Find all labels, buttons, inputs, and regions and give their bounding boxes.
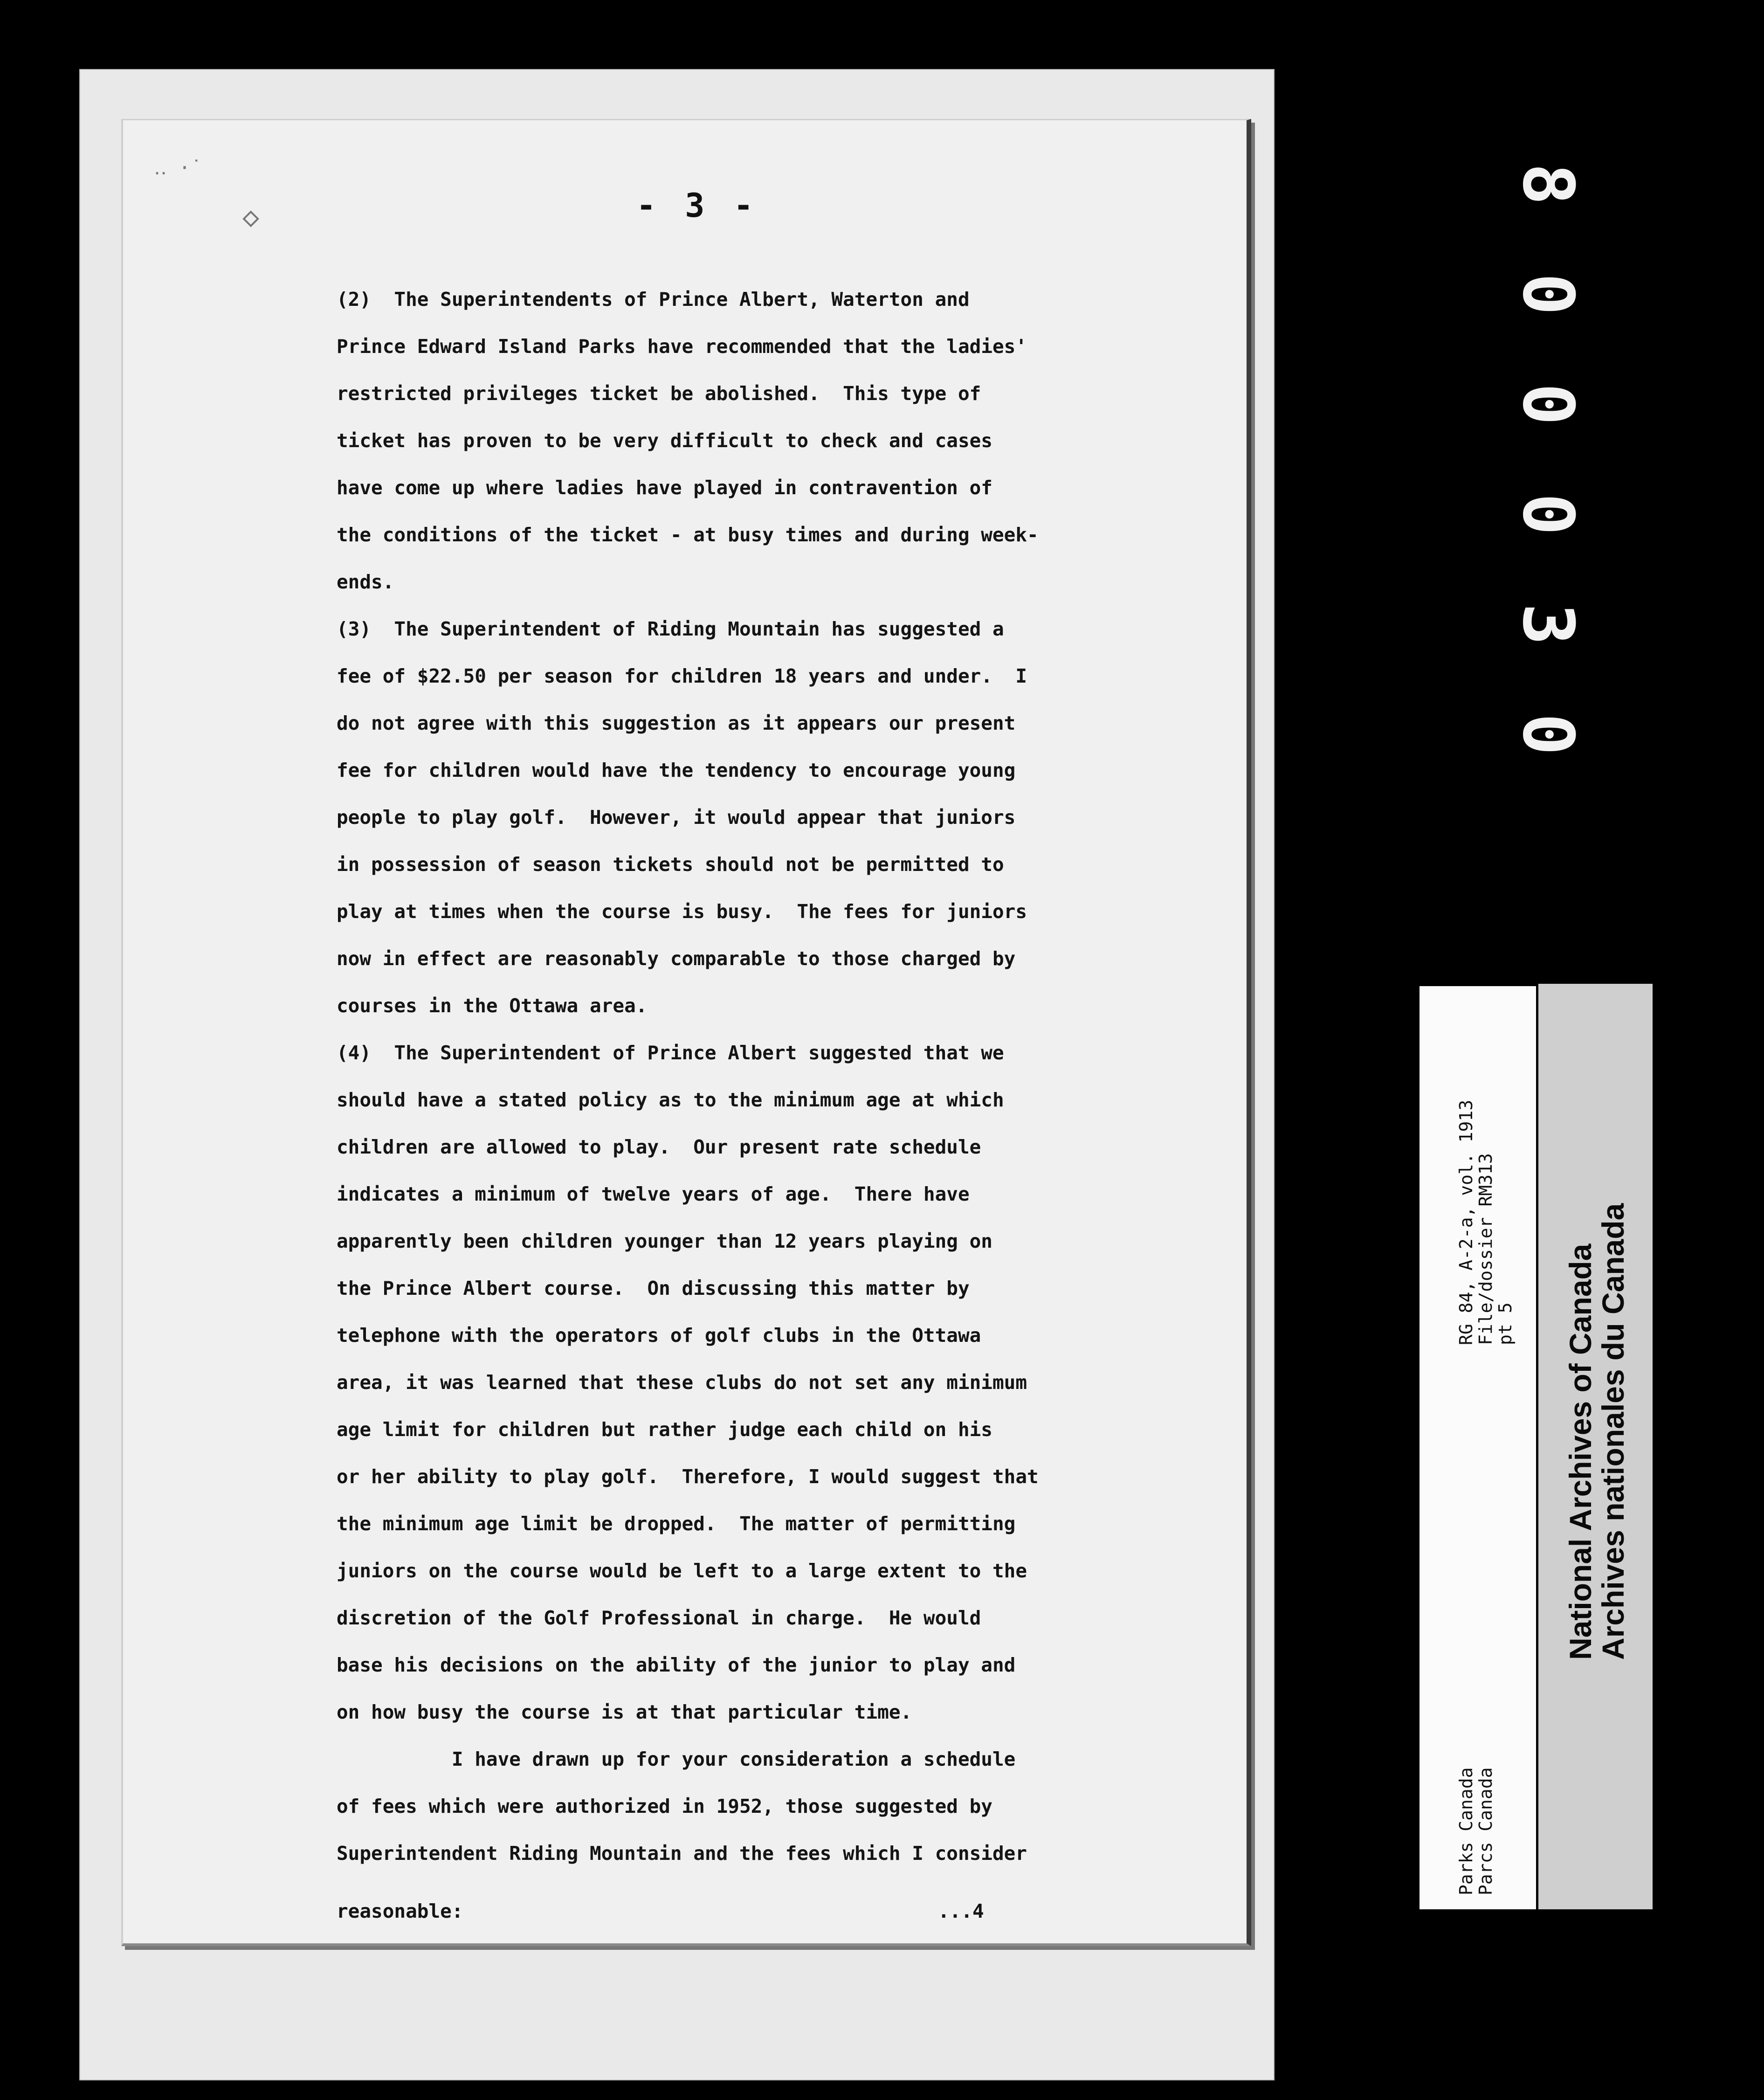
frame-digit: 0	[1507, 273, 1588, 316]
text-line: should have a stated policy as to the minimum age at which	[337, 1089, 1004, 1111]
text-line: (3) The Superintendent of Riding Mountain has suggested a	[337, 618, 1004, 640]
archives-name-en: National Archives of Canada	[1563, 1243, 1598, 1660]
archive-label	[1419, 986, 1536, 1909]
agency-name: Parcs Canada	[1475, 1767, 1496, 1895]
frame-digit: 0	[1507, 383, 1588, 426]
file-reference-line: RG 84, A-2-a, vol. 1913	[1456, 1099, 1476, 1345]
text-line: base his decisions on the ability of the junior to play and	[337, 1654, 1016, 1676]
file-reference-line: pt 5	[1495, 1302, 1516, 1345]
text-line: (4) The Superintendent of Prince Albert suggested that we	[337, 1042, 1004, 1064]
text-line: apparently been children younger than 12 years playing on	[337, 1230, 992, 1252]
text-line: fee for children would have the tendency to encourage young	[337, 759, 1016, 781]
text-line: the Prince Albert course. On discussing this matter by	[337, 1277, 970, 1299]
text-line: courses in the Ottawa area.	[337, 995, 648, 1017]
text-line: children are allowed to play. Our present rate schedule	[337, 1136, 981, 1158]
text-line: fee of $22.50 per season for children 18 years and under. I	[337, 665, 1027, 687]
continuation-mark: ...4	[938, 1900, 984, 1922]
text-line: Prince Edward Island Parks have recommended that the ladies'	[337, 335, 1027, 358]
frame-digit: 8	[1507, 163, 1588, 206]
text-line: ticket has proven to be very difficult to check and cases	[337, 429, 992, 452]
text-line: have come up where ladies have played in contravention of	[337, 477, 992, 499]
text-line: Superintendent Riding Mountain and the fees which I consider	[337, 1842, 1027, 1865]
text-line: indicates a minimum of twelve years of age. There have	[337, 1183, 970, 1205]
text-line: of fees which were authorized in 1952, those suggested by	[337, 1795, 992, 1817]
text-line: area, it was learned that these clubs do not set any minimum	[337, 1371, 1027, 1394]
scan-speck: ‥ ·˙	[154, 156, 202, 179]
last-line: reasonable:	[337, 1900, 463, 1922]
text-line: discretion of the Golf Professional in charge. He would	[337, 1607, 981, 1629]
text-line: telephone with the operators of golf clubs in the Ottawa	[337, 1324, 981, 1347]
text-line: now in effect are reasonably comparable to those charged by	[337, 947, 1016, 970]
text-line: in possession of season tickets should not be permitted to	[337, 853, 1004, 876]
scan-speck: ◇	[242, 200, 260, 233]
archives-stamp	[1538, 984, 1653, 1909]
text-line: restricted privileges ticket be abolished. This type of	[337, 382, 981, 405]
text-line: people to play golf. However, it would appear that juniors	[337, 806, 1016, 829]
document-body	[337, 276, 1101, 1877]
microfilm-frame-number	[1487, 149, 1608, 769]
text-line: age limit for children but rather judge each child on his	[337, 1418, 992, 1441]
text-line: do not agree with this suggestion as it appears our present	[337, 712, 1016, 734]
text-line: the minimum age limit be dropped. The matter of permitting	[337, 1513, 1016, 1535]
text-line: I have drawn up for your consideration a schedule	[337, 1748, 1016, 1770]
frame-digit: 0	[1507, 493, 1588, 536]
text-line: juniors on the course would be left to a large extent to the	[337, 1560, 1027, 1582]
text-line: or her ability to play golf. Therefore, I would suggest that	[337, 1465, 1039, 1488]
text-line: on how busy the course is at that particular time.	[337, 1701, 912, 1723]
agency-name: Parks Canada	[1456, 1767, 1476, 1895]
frame-digit: 3	[1507, 603, 1588, 646]
archives-name-fr: Archives nationales du Canada	[1596, 1203, 1630, 1660]
text-line: ends.	[337, 571, 394, 593]
text-line: the conditions of the ticket - at busy times and during week-	[337, 524, 1039, 546]
page-number: - 3 -	[636, 187, 758, 225]
text-line: play at times when the course is busy. The fees for juniors	[337, 900, 1027, 923]
file-reference-line: File/dossier RM313	[1475, 1153, 1496, 1345]
text-line: (2) The Superintendents of Prince Albert, Waterton and	[337, 288, 970, 311]
frame-digit: 0	[1507, 713, 1588, 756]
